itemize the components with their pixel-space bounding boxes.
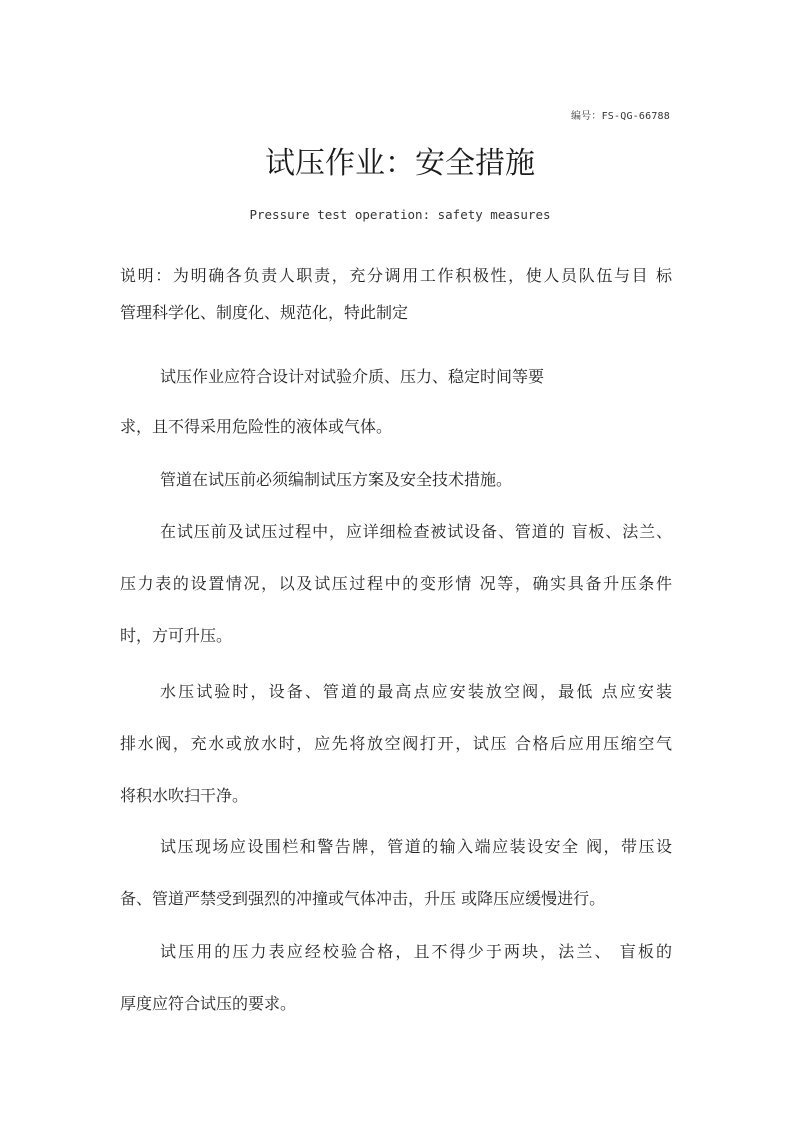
paragraph-line: 厚度应符合试压的要求。 (120, 994, 297, 1013)
paragraph-line: 求，且不得采用危险性的液体或气体。 (120, 417, 393, 436)
paragraph-line: 在试压前及试压过程中，应详细检查被试设备、管道的 盲板、法兰、 (160, 522, 672, 541)
paragraph-line: 水压试验时，设备、管道的最高点应安装放空阀，最低 点应安装 (160, 682, 672, 701)
description-line: 说明：为明确各负责人职责，充分调用工作积极性，使人员队伍与目 标 (120, 266, 672, 285)
paragraph-line: 试压现场应设围栏和警告牌，管道的输入端应装设安全 阀，带压设 (160, 837, 672, 856)
paragraph-line: 试压作业应符合设计对试验介质、压力、稳定时间等要 (160, 367, 545, 386)
paragraph-line: 备、管道严禁受到强烈的冲撞或气体冲击，升压 或降压应缓慢进行。 (120, 889, 606, 908)
description-line: 管理科学化、制度化、规范化，特此制定 (120, 303, 409, 322)
paragraph-line: 排水阀，充水或放水时，应先将放空阀打开，试压 合格后应用压缩空气 (120, 734, 672, 753)
document-number: 编号：FS-QG-66788 (570, 111, 670, 122)
paragraph-line: 将积水吹扫干净。 (120, 786, 249, 805)
document-title: 试压作业：安全措施 (265, 146, 535, 181)
paragraph-line: 压力表的设置情况，以及试压过程中的变形情 况等，确实具备升压条件 (120, 574, 672, 593)
paragraph-line: 管道在试压前必须编制试压方案及安全技术措施。 (160, 470, 513, 489)
paragraph-line: 时，方可升压。 (120, 626, 233, 645)
paragraph-line: 试压用的压力表应经校验合格，且不得少于两块，法兰、 盲板的 (160, 942, 672, 961)
document-subtitle: Pressure test operation: safety measures (249, 207, 551, 222)
